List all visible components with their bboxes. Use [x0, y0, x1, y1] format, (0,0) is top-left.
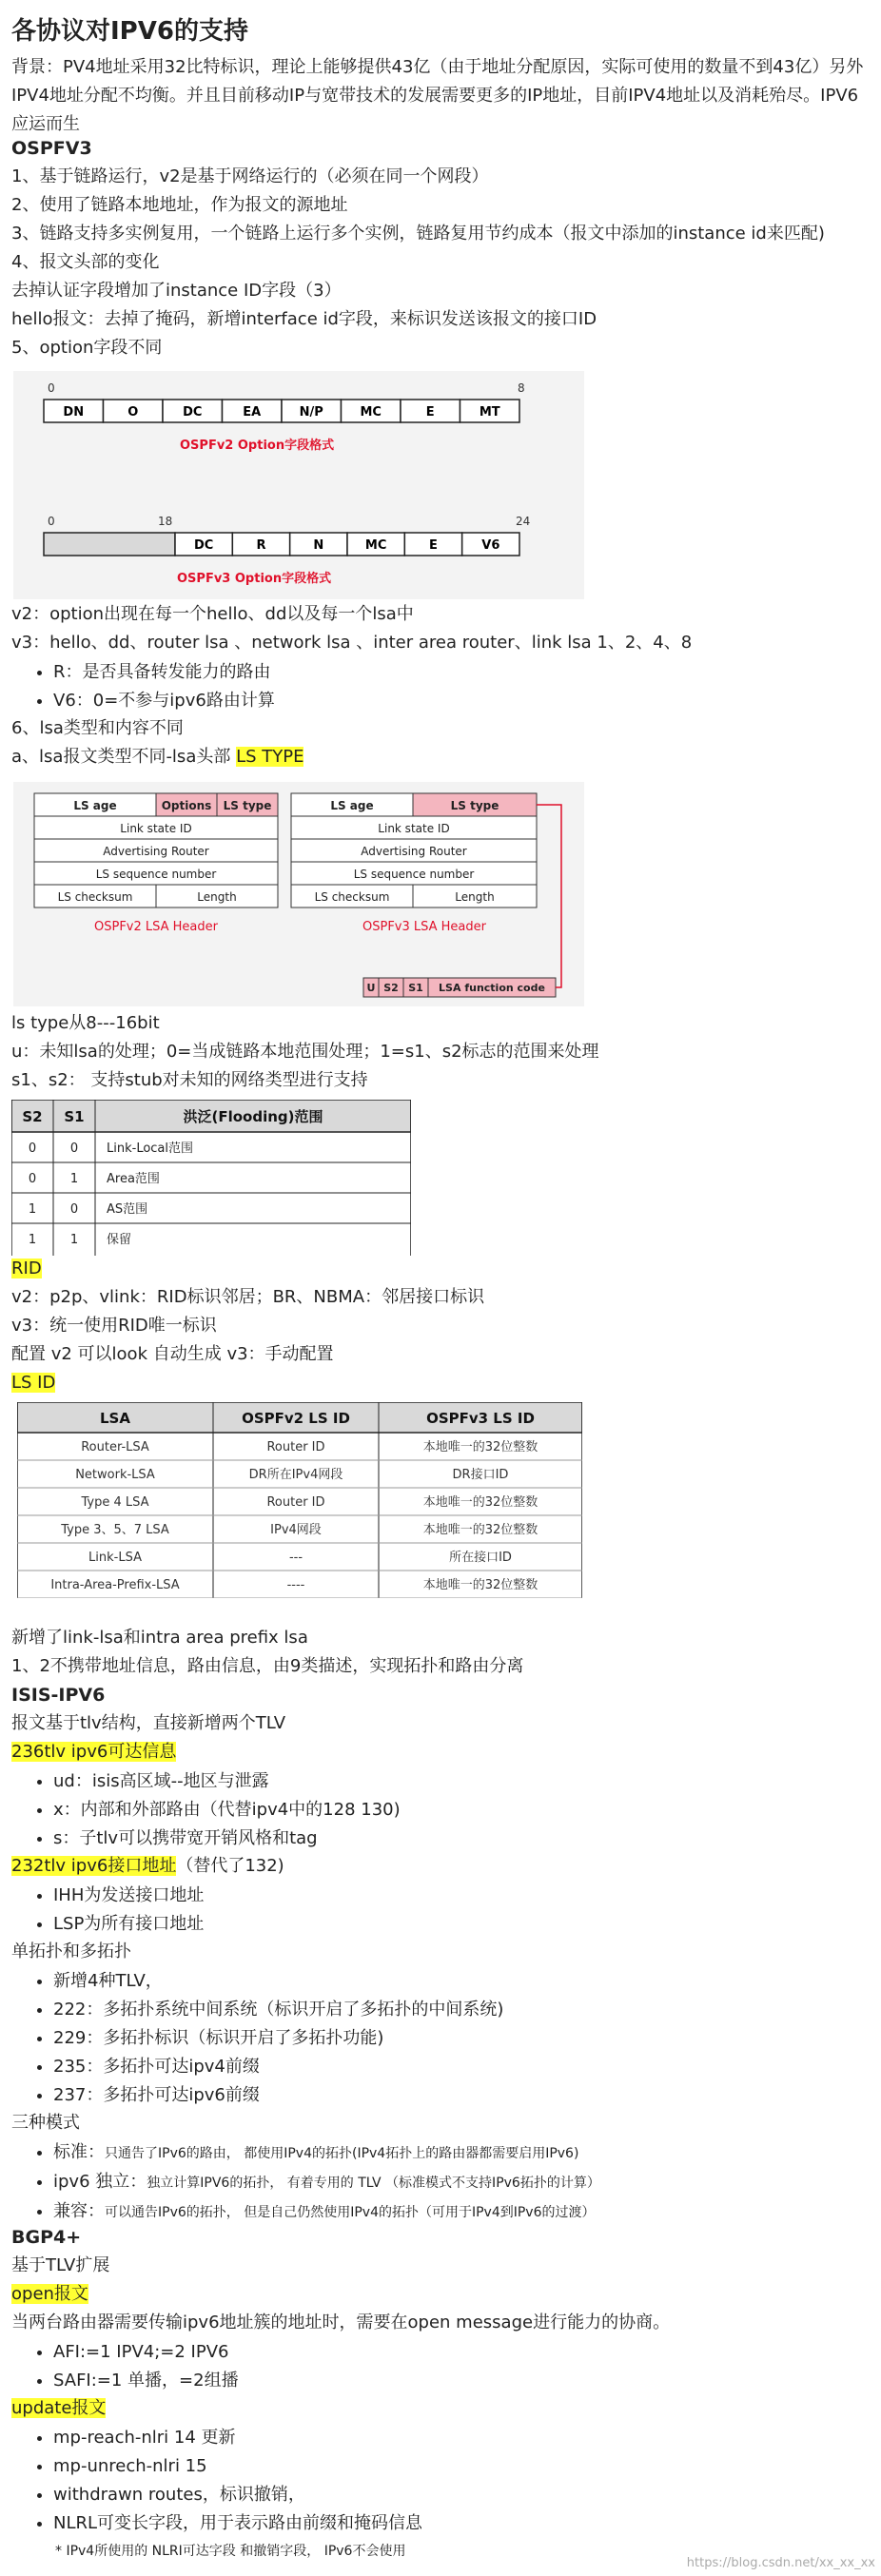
- lsid-cell: ----: [286, 1578, 305, 1592]
- tlv236-bullets: [53, 1767, 401, 1853]
- lsid-cell: IPv4网段: [270, 1523, 322, 1537]
- ospf-item: hello报文：去掉了掩码，新增interface id字段，来标识发送该报文的接口ID: [11, 309, 597, 329]
- lsid-header-v3: OSPFv3 LS ID: [426, 1410, 535, 1427]
- lsid-header-lsa: LSA: [100, 1410, 130, 1427]
- lsid-cell: Router ID: [266, 1440, 325, 1454]
- lstype-line: u：未知lsa的处理；0=当成链路本地范围处理；1=s1、s2标志的范围来处理: [11, 1042, 599, 1062]
- ospf-item: 5、option字段不同: [11, 338, 163, 358]
- flood-cell: 1: [69, 1172, 79, 1186]
- list-item: • 237：多拓扑可达ipv6前缀: [53, 2081, 503, 2110]
- v3-option-line: v3：hello、dd、router lsa 、network lsa 、inter area router、link lsa 1、2、4、8: [11, 633, 693, 653]
- modes-line: 三种模式: [11, 2113, 80, 2133]
- opt-v3-field: E: [429, 538, 438, 553]
- modes-bullets: [53, 2138, 600, 2227]
- list-item: • s：子tlv可以携带宽开销风格和tag: [53, 1825, 401, 1853]
- list-item: • x：内部和外部路由（代替ipv4中的128 130): [53, 1796, 401, 1825]
- list-item: • ud：isis高区域--地区与泄露: [53, 1767, 401, 1796]
- lsid-cell: 本地唯一的32位整数: [422, 1495, 538, 1510]
- watermark: https://blog.csdn.net/xx_xx_xx: [686, 2556, 875, 2570]
- after-lsid-line: 1、2不携带地址信息，路由信息，由9类描述，实现拓扑和路由分离: [11, 1656, 524, 1676]
- update-highlight: update报文: [11, 2398, 107, 2418]
- list-item: • LSP为所有接口地址: [53, 1910, 204, 1939]
- list-item: • 222：多拓扑系统中间系统（标识开启了多拓扑的中间系统): [53, 1996, 503, 2024]
- lsa-header-text: a、lsa报文类型不同-lsa头部: [11, 747, 237, 767]
- opt-v3-field: DC: [193, 538, 214, 553]
- opt-v3-field: R: [256, 538, 266, 553]
- v3-ls-type: LS type: [450, 799, 499, 812]
- flood-cell: 0: [69, 1202, 79, 1217]
- lsid-cell: Type 3、5、7 LSA: [61, 1523, 169, 1537]
- ospf-item: 3、链路支持多实例复用，一个链路上运行多个实例，链路复用节约成本（报文中添加的instance id来匹配): [11, 224, 825, 244]
- rid-line: v3：统一使用RID唯一标识: [11, 1316, 217, 1336]
- lsa-header-line: [11, 746, 303, 769]
- v3-len: Length: [455, 890, 495, 904]
- v2-len: Length: [197, 890, 237, 904]
- func-code: LSA function code: [439, 982, 545, 994]
- opt-v2-field: MC: [360, 405, 382, 420]
- page-title: 各协议对IPV6的支持: [11, 17, 248, 46]
- ospf-item: 去掉认证字段增加了instance ID字段（3）: [11, 281, 342, 301]
- lsid-highlight: LS ID: [11, 1373, 56, 1393]
- flood-header-scope: 洪泛(Flooding)范围: [183, 1108, 323, 1125]
- opt-v3-reserved: [44, 533, 175, 556]
- list-item: • 标准：只通告了IPv6的路由， 都使用IPv4的拓扑(IPv4拓扑上的路由器都需要启用IPv6): [53, 2138, 600, 2168]
- flood-cell: Link-Local范围: [107, 1142, 194, 1156]
- lsid-cell: 所在接口ID: [449, 1551, 512, 1565]
- flood-cell: 0: [28, 1172, 37, 1186]
- v2-ls-type: LS type: [223, 799, 272, 812]
- v2-ls-age: LS age: [73, 799, 117, 812]
- open-highlight: open报文: [11, 2284, 88, 2304]
- ospf-item: 2、使用了链路本地地址，作为报文的源地址: [11, 195, 348, 215]
- lsa-diff-line: 6、lsa类型和内容不同: [11, 718, 184, 738]
- open-heading: [11, 2283, 88, 2306]
- s1-bit: S1: [408, 982, 423, 994]
- rid-highlight: RID: [11, 1259, 42, 1278]
- list-item: • AFI:=1 IPV4;=2 IPV6: [53, 2338, 239, 2367]
- v2-options: Options: [161, 799, 212, 812]
- isis-heading: ISIS-IPV6: [11, 1685, 106, 1706]
- flood-cell: 1: [28, 1233, 37, 1247]
- lstype-line: ls type从8---16bit: [11, 1013, 160, 1033]
- tlv232-note: （替代了132): [176, 1856, 284, 1876]
- lsid-heading: [11, 1372, 55, 1395]
- opt-v2-field: DC: [183, 405, 203, 420]
- intro-paragraph: 背景：PV4地址采用32比特标识，理论上能够提供43亿（由于地址分配原因，实际可使用的数量不到43亿）另外IPV4地址分配不均衡。并且目前移动IP与宽带技术的发展需要更多的IP地址，目前IPV4地址以及消耗殆尽。IPV6应运而生: [11, 57, 864, 134]
- v2-option-line: v2：option出现在每一个hello、dd以及每一个lsa中: [11, 604, 414, 624]
- topology-bullets: [53, 1967, 503, 2110]
- opt-v2-field: EA: [243, 405, 262, 420]
- list-item: • 兼容：可以通告IPv6的拓扑， 但是自己仍然使用IPv4的拓扑（可用于IPv4到IPv6的过渡）: [53, 2197, 600, 2227]
- lsid-cell: DR接口ID: [452, 1468, 509, 1482]
- flood-cell: 1: [28, 1202, 37, 1217]
- ospf-item: 4、报文头部的变化: [11, 252, 160, 272]
- lsid-cell: 本地唯一的32位整数: [422, 1440, 538, 1454]
- opt-v3-field: V6: [481, 538, 500, 553]
- v3-cks: LS checksum: [314, 890, 390, 904]
- opt-v3-start: 0: [48, 515, 55, 528]
- flood-header-s2: S2: [22, 1108, 43, 1125]
- opt-v3-field: N: [313, 538, 324, 553]
- tlv236-heading: [11, 1741, 176, 1764]
- rid-line: v2：p2p、vlink：RID标识邻居；BR、NBMA：邻居接口标识: [11, 1287, 485, 1307]
- v3-lsa-caption: OSPFv3 LSA Header: [362, 920, 486, 934]
- flood-cell: 1: [69, 1233, 79, 1247]
- v3-adv: Advertising Router: [361, 845, 467, 858]
- v2-adv: Advertising Router: [103, 845, 209, 858]
- tlv232-bullets: [53, 1882, 204, 1939]
- v2-seq: LS sequence number: [95, 868, 217, 881]
- list-item: • 新增4种TLV，: [53, 1967, 503, 1996]
- isis-line: 报文基于tlv结构，直接新增两个TLV: [11, 1713, 286, 1733]
- list-item: • ipv6 独立：独立计算IPV6的拓扑， 有着专用的 TLV （标准模式不支持IPv6拓扑的计算）: [53, 2168, 600, 2197]
- update-bullets: [53, 2424, 422, 2538]
- bgp-line: 基于TLV扩展: [11, 2255, 110, 2275]
- ospf-heading: OSPFV3: [11, 138, 92, 159]
- lsid-cell: 本地唯一的32位整数: [422, 1578, 538, 1592]
- list-item: • R：是否具备转发能力的路由: [53, 658, 275, 687]
- list-item: • NLRL可变长字段，用于表示路由前缀和掩码信息: [53, 2509, 422, 2538]
- tlv232-highlight: 232tlv ipv6接口地址: [11, 1856, 177, 1876]
- after-lsid-line: 新增了link-lsa和intra area prefix lsa: [11, 1628, 308, 1648]
- flooding-table: [11, 1100, 411, 1256]
- lsid-cell: Router-LSA: [81, 1440, 149, 1454]
- flood-cell: 保留: [107, 1233, 132, 1247]
- lsid-cell: Network-LSA: [75, 1468, 155, 1482]
- v3-lsid: Link state ID: [378, 822, 450, 835]
- v3-ls-age: LS age: [330, 799, 374, 812]
- rid-heading: [11, 1258, 42, 1280]
- list-item: • 229：多拓扑标识（标识开启了多拓扑功能): [53, 2024, 503, 2053]
- open-bullets: [53, 2338, 239, 2395]
- lsid-table: [17, 1402, 582, 1598]
- option-field-figure: [13, 371, 584, 599]
- lsa-header-figure: [13, 782, 584, 1006]
- opt-v2-caption: OSPFv2 Option字段格式: [180, 439, 335, 453]
- tlv232-heading: [11, 1855, 284, 1878]
- lsid-cell: Type 4 LSA: [81, 1495, 149, 1510]
- opt-v2-field: MT: [479, 405, 500, 420]
- list-item: • mp-unrech-nlri 15: [53, 2452, 422, 2481]
- list-item: • mp-reach-nlri 14 更新: [53, 2424, 422, 2452]
- list-item: • withdrawn routes，标识撤销，: [53, 2481, 422, 2509]
- flood-cell: 0: [28, 1142, 37, 1156]
- flood-cell: AS范围: [107, 1202, 148, 1217]
- flood-cell: Area范围: [107, 1172, 160, 1186]
- v3-seq: LS sequence number: [353, 868, 475, 881]
- v2-lsa-caption: OSPFv2 LSA Header: [94, 920, 218, 934]
- ospf-item: 1、基于链路运行，v2是基于网络运行的（必须在同一个网段）: [11, 166, 489, 186]
- opt-v3-mid: 18: [158, 515, 173, 528]
- list-item: • SAFI:=1 单播，=2组播: [53, 2367, 239, 2395]
- rid-line: 配置 v2 可以look 自动生成 v3：手动配置: [11, 1344, 334, 1364]
- tlv236-highlight: 236tlv ipv6可达信息: [11, 1742, 177, 1762]
- lsid-cell: Intra-Area-Prefix-LSA: [50, 1578, 180, 1592]
- update-heading: [11, 2397, 106, 2420]
- option-bullets: [53, 658, 275, 715]
- flood-cell: 0: [69, 1142, 79, 1156]
- s2-bit: S2: [383, 982, 399, 994]
- lstype-line: s1、s2： 支持stub对未知的网络类型进行支持: [11, 1070, 368, 1090]
- opt-v2-start: 0: [48, 381, 55, 395]
- topology-line: 单拓扑和多拓扑: [11, 1942, 131, 1961]
- v2-cks: LS checksum: [57, 890, 133, 904]
- lsid-cell: Link-LSA: [88, 1551, 142, 1565]
- list-item: • V6：0=不参与ipv6路由计算: [53, 687, 275, 715]
- list-item: • 235：多拓扑可达ipv4前缀: [53, 2053, 503, 2081]
- u-bit: U: [366, 982, 376, 994]
- flood-header-s1: S1: [64, 1108, 85, 1125]
- v2-lsid: Link state ID: [120, 822, 192, 835]
- lsid-cell: 本地唯一的32位整数: [422, 1523, 538, 1537]
- bgp-line: 当两台路由器需要传输ipv6地址簇的地址时，需要在open message进行能力的协商。: [11, 2313, 671, 2332]
- opt-v2-field: N/P: [299, 405, 323, 420]
- lsid-cell: ---: [288, 1551, 303, 1565]
- bgp-heading: BGP4+: [11, 2227, 82, 2248]
- opt-v2-field: E: [425, 405, 435, 420]
- bgp-note: * IPv4所使用的 NLRI可达字段 和撤销字段， IPv6不会使用: [55, 2544, 406, 2559]
- ls-type-highlight: LS TYPE: [236, 747, 304, 767]
- lsid-cell: Router ID: [266, 1495, 325, 1510]
- list-item: • IHH为发送接口地址: [53, 1882, 204, 1910]
- opt-v3-field: MC: [364, 538, 387, 553]
- opt-v2-field: O: [127, 405, 139, 420]
- lsid-header-v2: OSPFv2 LS ID: [242, 1410, 350, 1427]
- lsid-cell: DR所在IPv4网段: [248, 1468, 343, 1482]
- opt-v3-end: 24: [516, 515, 531, 528]
- opt-v3-caption: OSPFv3 Option字段格式: [177, 572, 332, 586]
- opt-v2-end: 8: [518, 381, 525, 395]
- opt-v2-field: DN: [63, 405, 85, 420]
